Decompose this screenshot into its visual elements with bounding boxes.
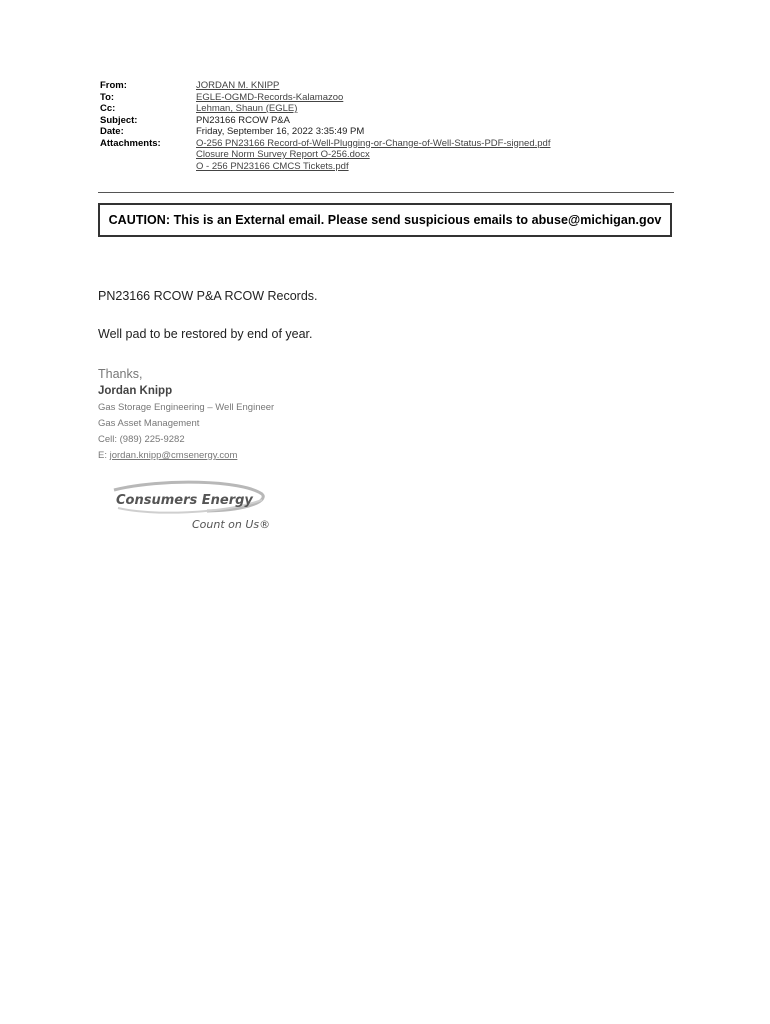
from-value[interactable]: JORDAN M. KNIPP (196, 80, 280, 91)
date-label: Date: (100, 126, 124, 137)
cc-row (100, 103, 672, 115)
logo-tagline-text: Count on Us® (192, 518, 271, 531)
from-label: From: (100, 80, 127, 91)
attachment-link[interactable]: Closure Norm Survey Report O-256.docx (196, 149, 370, 160)
to-label: To: (100, 91, 115, 103)
logo-company-text: Consumers Energy (116, 493, 253, 508)
signature-cell: Cell: (989) 225-9282 (98, 434, 185, 445)
caution-banner (98, 203, 672, 237)
consumers-energy-logo (112, 478, 272, 534)
signature-email-prefix: E: (98, 450, 110, 461)
from-row (100, 80, 672, 92)
attachments-label: Attachments: (100, 137, 161, 149)
cc-label: Cc: (100, 103, 116, 114)
cc-value[interactable]: Lehman, Shaun (EGLE) (196, 103, 298, 114)
attachment-link[interactable]: O - 256 PN23166 CMCS Tickets.pdf (196, 160, 349, 172)
signature-block (98, 366, 274, 464)
subject-value: PN23166 RCOW P&A (196, 114, 290, 126)
signature-thanks: Thanks, (98, 367, 143, 381)
date-value: Friday, September 16, 2022 3:35:49 PM (196, 126, 365, 137)
to-value[interactable]: EGLE-OGMD-Records-Kalamazoo (196, 91, 344, 103)
header-divider (98, 192, 674, 193)
to-row (100, 92, 672, 104)
signature-title: Gas Storage Engineering – Well Engineer (98, 402, 275, 413)
attachment-link[interactable]: O-256 PN23166 Record-of-Well-Plugging-or-Change-of-Well-Status-PDF-signed.pdf (196, 137, 551, 149)
signature-email-line (98, 448, 274, 464)
signature-name: Jordan Knipp (98, 385, 173, 397)
body-line-records: PN23166 RCOW P&A RCOW Records. (98, 289, 318, 303)
body-line-restoration: Well pad to be restored by end of year. (98, 327, 313, 341)
attachments-row (100, 138, 672, 173)
signature-email-link[interactable]: jordan.knipp@cmsenergy.com (109, 450, 238, 461)
date-row (100, 126, 672, 138)
attachments-list (196, 138, 672, 173)
subject-row (100, 115, 672, 127)
caution-text: CAUTION: This is an External email. Please send suspicious emails to abuse@michigan.gov (108, 213, 662, 227)
subject-label: Subject: (100, 114, 138, 126)
email-header (100, 80, 672, 172)
signature-department: Gas Asset Management (98, 418, 200, 429)
